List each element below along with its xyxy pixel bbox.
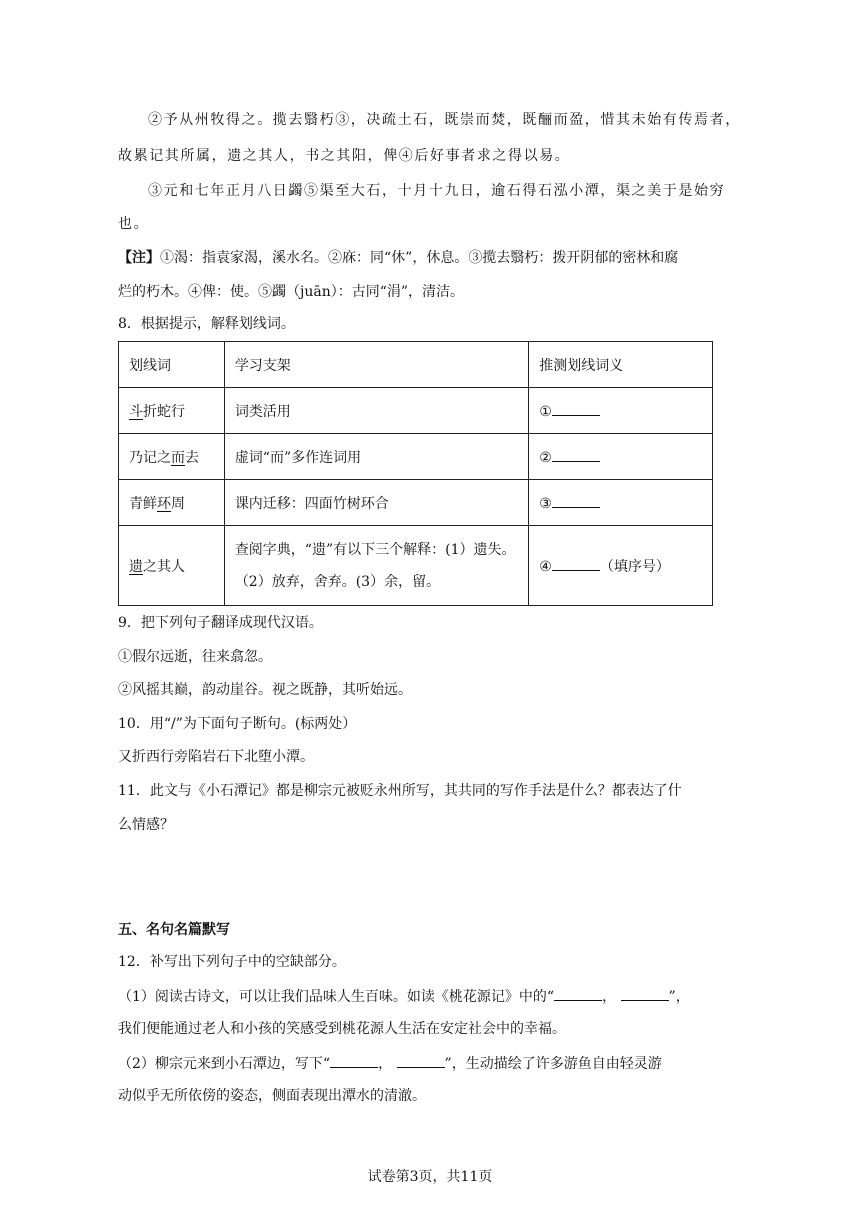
table-row xyxy=(119,388,713,434)
support-cell: 虚词“而”多作连词用 xyxy=(224,434,528,480)
notes-line1-text: ①渴：指袁家渴，溪水名。②庥：同“休”，休息。③揽去翳朽：拨开阴郁的密林和腐 xyxy=(160,250,679,266)
passage-p3-line2: 也。 xyxy=(118,216,150,232)
answer-cell: ④ （填序号） xyxy=(529,526,713,606)
answer-cell: ③ xyxy=(529,480,713,526)
q12-part1-line2: 我们便能通过老人和小孩的笑感受到桃花源人生活在安定社会中的幸福。 xyxy=(118,1021,566,1037)
answer-blank[interactable] xyxy=(552,401,600,416)
q9-sentence-2: ②风摇其巅，韵动崖谷。视之既静，其听始远。 xyxy=(118,682,412,698)
passage-p3-line1: ③元和七年正月八日蠲⑤渠至大石，十月十九日，逾石得石泓小潭，渠之美于是始穷 xyxy=(148,183,726,199)
answer-blank[interactable] xyxy=(552,493,600,508)
answer-cell: ② xyxy=(529,434,713,480)
word-cell: 乃记之而去 xyxy=(119,434,225,480)
section-title: 五、名句名篇默写 xyxy=(118,922,230,938)
notes-label: 【注】 xyxy=(118,250,160,266)
page-footer: 试卷第3页，共11页 xyxy=(367,1169,493,1185)
underlined-word: 斗 xyxy=(129,403,143,420)
underlined-word: 而 xyxy=(171,449,185,466)
underlined-word: 遗 xyxy=(129,558,143,575)
answer-blank[interactable] xyxy=(552,447,600,462)
word-cell: 青鲜环周 xyxy=(119,480,225,526)
header-support: 学习支架 xyxy=(224,342,528,388)
q10-stem: 10．用“/”为下面句子断句。(标两处） xyxy=(118,716,357,732)
passage-p2-line2: 故累记其所属，遗之其人，书之其阳，俾④后好事者求之得以易。 xyxy=(118,148,571,164)
fill-blank[interactable] xyxy=(397,1053,445,1068)
q12-stem: 12．补写出下列句子中的空缺部分。 xyxy=(118,954,346,970)
word-cell: 斗折蛇行 xyxy=(119,388,225,434)
q11-line1: 11．此文与《小石潭记》都是柳宗元被贬永州所写，其共同的写作手法是什么？都表达了什 xyxy=(118,783,682,799)
fill-blank[interactable] xyxy=(330,1053,378,1068)
notes-line1 xyxy=(118,248,678,268)
support-cell: 课内迁移：四面竹树环合 xyxy=(224,480,528,526)
support-cell: 词类活用 xyxy=(224,388,528,434)
fill-blank[interactable] xyxy=(621,986,669,1001)
header-word: 划线词 xyxy=(119,342,225,388)
q12-part2-line2: 动似乎无所依傍的姿态，侧面表现出潭水的清澈。 xyxy=(118,1088,426,1104)
table-header-row xyxy=(119,342,713,388)
fill-blank[interactable] xyxy=(554,986,602,1001)
q10-sentence: 又折西行旁陷岩石下北堕小潭。 xyxy=(118,749,314,765)
q9-stem: 9．把下列句子翻译成现代汉语。 xyxy=(118,615,323,631)
support-cell xyxy=(224,526,528,606)
vocab-table xyxy=(118,341,713,606)
q12-part2-line1: （2）柳宗元来到小石潭边，写下“ ， ”，生动描绘了许多游鱼自由轻灵游 xyxy=(118,1053,662,1074)
answer-cell: ① xyxy=(529,388,713,434)
passage-p2-line1: ②予从州牧得之。揽去翳朽③，决疏土石，既崇而焚，既酾而盈，惜其未始有传焉者， xyxy=(148,112,741,128)
word-cell: 遗之其人 xyxy=(119,526,225,606)
table-row xyxy=(119,434,713,480)
q12-part1-line1: （1）阅读古诗文，可以让我们品味人生百味。如读《桃花源记》中的“ ， ”， xyxy=(118,986,690,1007)
q9-sentence-1: ①假尔远逝，往来翕忽。 xyxy=(118,649,272,665)
q8-stem: 8．根据提示，解释划线词。 xyxy=(118,316,295,332)
support-line1: 查阅字典，“遗”有以下三个解释：(1）遗失。 xyxy=(234,541,516,558)
table-row xyxy=(119,526,713,606)
table-row xyxy=(119,480,713,526)
answer-blank[interactable] xyxy=(552,556,600,571)
header-meaning: 推测划线词义 xyxy=(529,342,713,388)
notes-line2: 烂的朽木。④俾：使。⑤蠲（juān）：古同“涓”，清洁。 xyxy=(118,284,465,300)
q11-line2: 么情感？ xyxy=(118,817,174,833)
support-line2: （2）放弃，舍弃。(3）余，留。 xyxy=(234,573,441,590)
underlined-word: 环 xyxy=(157,495,171,512)
